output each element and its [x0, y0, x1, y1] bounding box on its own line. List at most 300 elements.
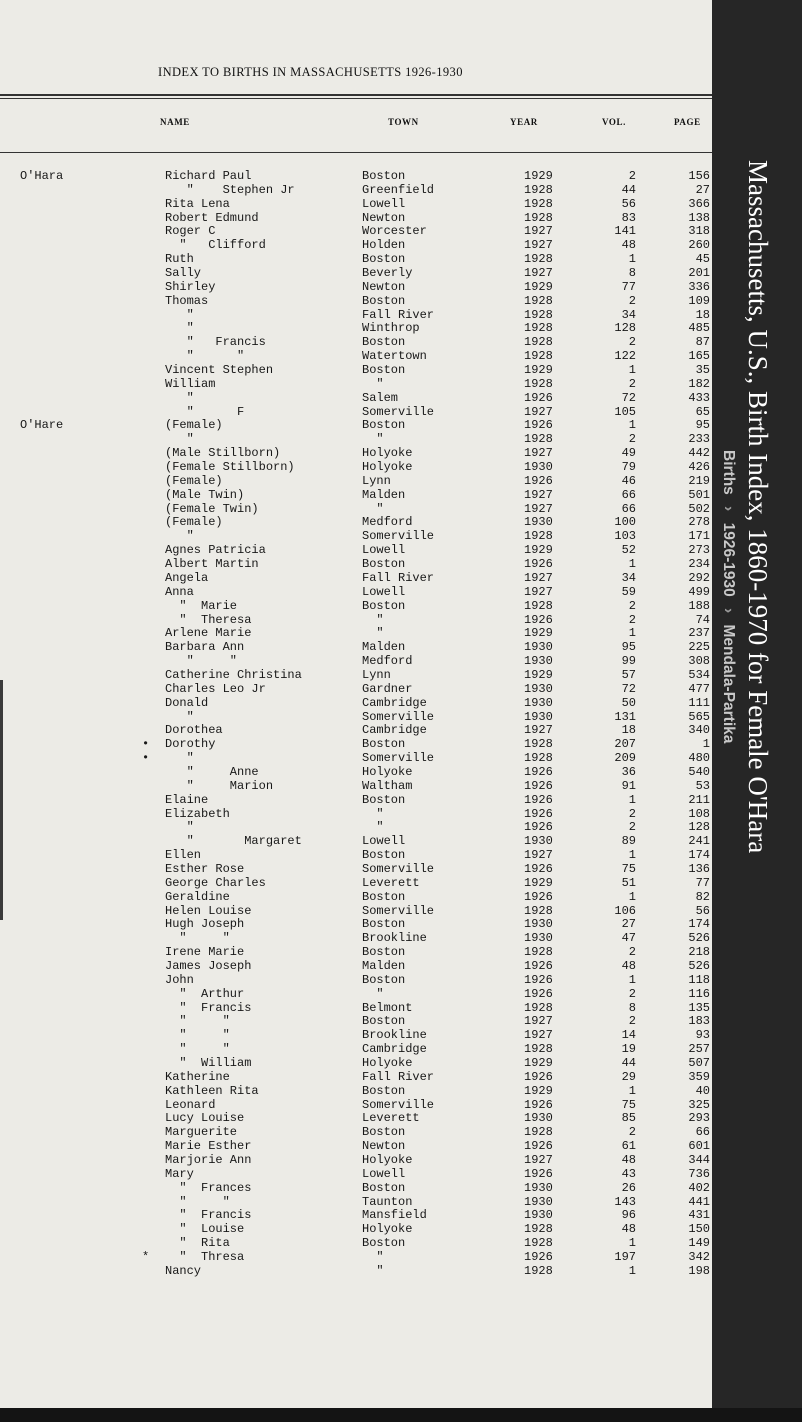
table-row — [0, 863, 712, 877]
page-cell: 234 — [688, 557, 710, 572]
name-cell: " — [165, 820, 194, 835]
page-cell: 18 — [695, 307, 710, 322]
breadcrumb-item-years[interactable]: 1926-1930 — [720, 522, 737, 597]
page-cell: 45 — [695, 252, 710, 267]
year-cell: 1929 — [524, 875, 553, 890]
annotation-mark: • — [142, 737, 150, 752]
volume-cell: 91 — [621, 778, 636, 793]
page-cell: 188 — [688, 598, 710, 613]
year-cell: 1928 — [524, 751, 553, 766]
page-cell: 336 — [688, 279, 710, 294]
town-cell: Medford — [362, 654, 413, 669]
town-cell: Waltham — [362, 778, 413, 793]
table-row — [0, 1112, 712, 1126]
year-cell: 1930 — [524, 834, 553, 849]
town-cell: Boston — [362, 293, 406, 308]
table-row — [0, 641, 712, 655]
name-cell: (Female) — [165, 418, 223, 433]
table-row — [0, 1182, 712, 1196]
name-cell: James Joseph — [165, 958, 252, 973]
record-title: Massachusetts, U.S., Birth Index, 1860-1970 for Female O'Hara — [743, 160, 773, 854]
table-row — [0, 974, 712, 988]
name-cell: Roger C — [165, 224, 216, 239]
page-cell: 109 — [688, 293, 710, 308]
viewer-bottom-edge — [0, 1408, 802, 1422]
town-cell: Boston — [362, 1180, 406, 1195]
name-cell: " Rita — [165, 1236, 230, 1251]
year-cell: 1930 — [524, 695, 553, 710]
name-cell: Donald — [165, 695, 209, 710]
volume-cell: 27 — [621, 917, 636, 932]
name-cell: Katherine — [165, 1069, 230, 1084]
name-cell: " F — [165, 404, 245, 419]
name-cell: Albert Martin — [165, 557, 259, 572]
year-cell: 1929 — [524, 169, 553, 183]
town-cell: Boston — [362, 1125, 406, 1140]
breadcrumb-separator-icon: › — [720, 608, 737, 614]
town-cell: Lowell — [362, 543, 406, 558]
name-cell: Ellen — [165, 848, 202, 863]
index-table — [0, 170, 712, 1279]
page-cell: 225 — [688, 640, 710, 655]
year-cell: 1929 — [524, 667, 553, 682]
year-cell: 1930 — [524, 515, 553, 530]
year-cell: 1927 — [524, 501, 553, 516]
page-cell: 499 — [688, 584, 710, 599]
town-cell: Belmont — [362, 1000, 413, 1015]
town-cell: Lowell — [362, 834, 406, 849]
table-row — [0, 1196, 712, 1210]
town-cell: " — [362, 986, 384, 1001]
table-row — [0, 530, 712, 544]
name-cell: " Marion — [165, 778, 274, 793]
year-cell: 1926 — [524, 889, 553, 904]
page-cell: 183 — [688, 1014, 710, 1029]
table-row — [0, 766, 712, 780]
table-row — [0, 392, 712, 406]
volume-cell: 1 — [628, 1083, 636, 1098]
volume-cell: 2 — [628, 432, 636, 447]
year-cell: 1929 — [524, 1056, 553, 1070]
page-cell: 344 — [688, 1153, 710, 1168]
annotation-mark: • — [142, 751, 150, 766]
name-cell: " Marie — [165, 598, 238, 613]
volume-cell: 75 — [621, 1097, 636, 1112]
town-cell: Beverly — [362, 266, 413, 281]
table-row — [0, 738, 712, 752]
page-cell: 198 — [688, 1263, 710, 1278]
volume-cell: 128 — [614, 321, 636, 336]
town-cell: Lowell — [362, 584, 406, 599]
page-cell: 150 — [688, 1222, 710, 1237]
year-cell: 1930 — [524, 1208, 553, 1223]
page-cell: 156 — [688, 169, 710, 183]
year-cell: 1928 — [524, 349, 553, 364]
surname-cell: O'Hare — [20, 418, 64, 433]
year-cell: 1927 — [524, 487, 553, 502]
name-cell: Leonard — [165, 1097, 216, 1112]
page-cell: 111 — [688, 695, 710, 710]
page-cell: 565 — [688, 709, 710, 724]
table-row — [0, 544, 712, 558]
table-row — [0, 572, 712, 586]
name-cell: William — [165, 376, 216, 391]
name-cell: " Francis — [165, 335, 266, 350]
table-row — [0, 225, 712, 239]
name-cell: Vincent Stephen — [165, 363, 274, 378]
town-cell: Medford — [362, 515, 413, 530]
name-cell: Marguerite — [165, 1125, 238, 1140]
year-cell: 1928 — [524, 196, 553, 211]
table-row — [0, 794, 712, 808]
surname-cell: O'Hara — [20, 169, 64, 183]
year-cell: 1926 — [524, 972, 553, 987]
page-cell: 540 — [688, 764, 710, 779]
page-cell: 507 — [688, 1056, 710, 1070]
table-row — [0, 1015, 712, 1029]
table-row — [0, 932, 712, 946]
name-cell: Catherine Christina — [165, 667, 302, 682]
breadcrumb — [719, 450, 737, 743]
table-row — [0, 170, 712, 184]
volume-cell: 34 — [621, 570, 636, 585]
table-row — [0, 1251, 712, 1265]
year-cell: 1928 — [524, 432, 553, 447]
year-cell: 1927 — [524, 238, 553, 253]
year-cell: 1927 — [524, 848, 553, 863]
volume-cell: 83 — [621, 210, 636, 225]
table-row — [0, 447, 712, 461]
column-header-vol: VOL. — [602, 117, 626, 127]
town-cell: Lowell — [362, 1166, 406, 1181]
table-row — [0, 322, 712, 336]
header-rule-double — [0, 98, 712, 99]
town-cell: Leverett — [362, 875, 420, 890]
breadcrumb-item-births[interactable]: Births — [720, 450, 737, 495]
year-cell: 1926 — [524, 958, 553, 973]
name-cell: " — [165, 307, 194, 322]
page-cell: 359 — [688, 1069, 710, 1084]
name-cell: " William — [165, 1056, 252, 1070]
name-cell: Marie Esther — [165, 1139, 252, 1154]
name-cell: Elizabeth — [165, 806, 230, 821]
page-cell: 325 — [688, 1097, 710, 1112]
town-cell: Boston — [362, 598, 406, 613]
page-cell: 431 — [688, 1208, 710, 1223]
town-cell: Boston — [362, 1236, 406, 1251]
year-cell: 1930 — [524, 931, 553, 946]
name-cell: (Female Twin) — [165, 501, 259, 516]
page-cell: 95 — [695, 418, 710, 433]
name-cell: " — [165, 321, 194, 336]
volume-cell: 26 — [621, 1180, 636, 1195]
table-row — [0, 558, 712, 572]
name-cell: Angela — [165, 570, 209, 585]
year-cell: 1928 — [524, 1042, 553, 1057]
town-cell: Boston — [362, 889, 406, 904]
name-cell: Hugh Joseph — [165, 917, 245, 932]
year-cell: 1930 — [524, 1111, 553, 1126]
volume-cell: 2 — [628, 986, 636, 1001]
volume-cell: 2 — [628, 820, 636, 835]
page-cell: 27 — [695, 182, 710, 197]
name-cell: Nancy — [165, 1263, 202, 1278]
name-cell: " " — [165, 654, 238, 669]
volume-cell: 48 — [621, 1222, 636, 1237]
volume-cell: 122 — [614, 349, 636, 364]
year-cell: 1927 — [524, 570, 553, 585]
name-cell: Helen Louise — [165, 903, 252, 918]
name-cell: " Stephen Jr — [165, 182, 295, 197]
table-row — [0, 239, 712, 253]
volume-cell: 1 — [628, 626, 636, 641]
year-cell: 1926 — [524, 986, 553, 1001]
column-header-page: PAGE — [674, 117, 701, 127]
year-cell: 1926 — [524, 557, 553, 572]
name-cell: " " — [165, 1014, 230, 1029]
volume-cell: 43 — [621, 1166, 636, 1181]
year-cell: 1928 — [524, 903, 553, 918]
town-cell: Holden — [362, 238, 406, 253]
town-cell: " — [362, 1250, 384, 1265]
volume-cell: 2 — [628, 335, 636, 350]
volume-cell: 1 — [628, 418, 636, 433]
year-cell: 1927 — [524, 404, 553, 419]
volume-cell: 95 — [621, 640, 636, 655]
year-cell: 1928 — [524, 210, 553, 225]
year-cell: 1927 — [524, 1014, 553, 1029]
year-cell: 1926 — [524, 418, 553, 433]
volume-cell: 8 — [628, 1000, 636, 1015]
table-row — [0, 461, 712, 475]
volume-cell: 66 — [621, 487, 636, 502]
volume-cell: 1 — [628, 889, 636, 904]
year-cell: 1926 — [524, 1097, 553, 1112]
town-cell: Malden — [362, 487, 406, 502]
volume-cell: 2 — [628, 293, 636, 308]
volume-cell: 46 — [621, 473, 636, 488]
town-cell: Boston — [362, 363, 406, 378]
table-row — [0, 1071, 712, 1085]
name-cell: Ruth — [165, 252, 194, 267]
town-cell: Malden — [362, 640, 406, 655]
volume-cell: 44 — [621, 182, 636, 197]
page-cell: 53 — [695, 778, 710, 793]
volume-cell: 1 — [628, 363, 636, 378]
town-cell: " — [362, 626, 384, 641]
page-cell: 128 — [688, 820, 710, 835]
volume-cell: 18 — [621, 723, 636, 738]
table-row — [0, 1099, 712, 1113]
volume-cell: 77 — [621, 279, 636, 294]
page-cell: 108 — [688, 806, 710, 821]
page-cell: 77 — [695, 875, 710, 890]
year-cell: 1928 — [524, 182, 553, 197]
volume-cell: 66 — [621, 501, 636, 516]
table-row — [0, 406, 712, 420]
year-cell: 1926 — [524, 473, 553, 488]
table-row — [0, 516, 712, 530]
page-cell: 534 — [688, 667, 710, 682]
volume-cell: 1 — [628, 557, 636, 572]
name-cell: Mary — [165, 1166, 194, 1181]
name-cell: Anna — [165, 584, 194, 599]
name-cell: George Charles — [165, 875, 266, 890]
page-cell: 433 — [688, 390, 710, 405]
town-cell: Boston — [362, 252, 406, 267]
name-cell: Lucy Louise — [165, 1111, 245, 1126]
page-cell: 74 — [695, 612, 710, 627]
name-cell: (Female) — [165, 473, 223, 488]
table-row — [0, 309, 712, 323]
column-header-year: YEAR — [510, 117, 538, 127]
volume-cell: 57 — [621, 667, 636, 682]
table-row — [0, 627, 712, 641]
page-cell: 526 — [688, 958, 710, 973]
table-row — [0, 489, 712, 503]
year-cell: 1928 — [524, 293, 553, 308]
town-cell: Somerville — [362, 903, 435, 918]
page-cell: 402 — [688, 1180, 710, 1195]
town-cell: Boston — [362, 1014, 406, 1029]
page-cell: 35 — [695, 363, 710, 378]
volume-cell: 49 — [621, 446, 636, 461]
name-cell: " " — [165, 349, 245, 364]
town-cell: " — [362, 806, 384, 821]
year-cell: 1928 — [524, 529, 553, 544]
volume-cell: 141 — [614, 224, 636, 239]
left-edge-tab — [0, 680, 3, 920]
page-cell: 171 — [688, 529, 710, 544]
year-cell: 1928 — [524, 1222, 553, 1237]
year-cell: 1927 — [524, 446, 553, 461]
volume-cell: 1 — [628, 1236, 636, 1251]
volume-cell: 48 — [621, 238, 636, 253]
table-row — [0, 295, 712, 309]
town-cell: Greenfield — [362, 182, 435, 197]
page-cell: 273 — [688, 543, 710, 558]
town-cell: Boston — [362, 737, 406, 752]
town-cell: Holyoke — [362, 1056, 413, 1070]
year-cell: 1929 — [524, 626, 553, 641]
year-cell: 1930 — [524, 1194, 553, 1209]
year-cell: 1926 — [524, 806, 553, 821]
volume-cell: 1 — [628, 252, 636, 267]
volume-cell: 1 — [628, 792, 636, 807]
name-cell: John — [165, 972, 194, 987]
year-cell: 1930 — [524, 654, 553, 669]
page-cell: 135 — [688, 1000, 710, 1015]
year-cell: 1930 — [524, 917, 553, 932]
town-cell: Cambridge — [362, 723, 427, 738]
table-row — [0, 475, 712, 489]
volume-cell: 2 — [628, 1014, 636, 1029]
name-cell: " — [165, 709, 194, 724]
town-cell: Boston — [362, 418, 406, 433]
volume-cell: 50 — [621, 695, 636, 710]
page-cell: 165 — [688, 349, 710, 364]
town-cell: Holyoke — [362, 446, 413, 461]
year-cell: 1928 — [524, 945, 553, 960]
volume-cell: 209 — [614, 751, 636, 766]
name-cell: " Frances — [165, 1180, 252, 1195]
name-cell: Sally — [165, 266, 202, 281]
table-row — [0, 253, 712, 267]
volume-cell: 75 — [621, 861, 636, 876]
town-cell: Somerville — [362, 709, 435, 724]
volume-cell: 99 — [621, 654, 636, 669]
year-cell: 1929 — [524, 543, 553, 558]
town-cell: Newton — [362, 1139, 406, 1154]
page-cell: 260 — [688, 238, 710, 253]
name-cell: Richard Paul — [165, 169, 252, 183]
volume-cell: 1 — [628, 1263, 636, 1278]
year-cell: 1930 — [524, 640, 553, 655]
table-row — [0, 821, 712, 835]
town-cell: Winthrop — [362, 321, 420, 336]
year-cell: 1928 — [524, 1263, 553, 1278]
town-cell: Boston — [362, 917, 406, 932]
town-cell: Boston — [362, 557, 406, 572]
table-row — [0, 1265, 712, 1279]
town-cell: Worcester — [362, 224, 427, 239]
town-cell: Newton — [362, 279, 406, 294]
name-cell: Esther Rose — [165, 861, 245, 876]
table-row — [0, 586, 712, 600]
year-cell: 1926 — [524, 1139, 553, 1154]
page-cell: 477 — [688, 681, 710, 696]
header-rule-bottom — [0, 152, 712, 153]
year-cell: 1927 — [524, 584, 553, 599]
year-cell: 1927 — [524, 266, 553, 281]
name-cell: Thomas — [165, 293, 209, 308]
page-cell: 340 — [688, 723, 710, 738]
name-cell: Rita Lena — [165, 196, 230, 211]
breadcrumb-separator-icon: › — [720, 506, 737, 512]
table-row — [0, 212, 712, 226]
town-cell: Boston — [362, 169, 406, 183]
name-cell: " " — [165, 1042, 230, 1057]
breadcrumb-item-volume[interactable]: Mendala-Partika — [720, 624, 737, 744]
volume-cell: 85 — [621, 1111, 636, 1126]
annotation-mark: * — [142, 1250, 150, 1265]
volume-cell: 1 — [628, 848, 636, 863]
table-row — [0, 503, 712, 517]
name-cell: Kathleen Rita — [165, 1083, 259, 1098]
header-rule-top — [0, 94, 712, 96]
table-row — [0, 433, 712, 447]
table-row — [0, 1002, 712, 1016]
volume-cell: 48 — [621, 958, 636, 973]
town-cell: Somerville — [362, 861, 435, 876]
page-cell: 174 — [688, 848, 710, 863]
page-cell: 278 — [688, 515, 710, 530]
page-cell: 149 — [688, 1236, 710, 1251]
town-cell: Holyoke — [362, 1222, 413, 1237]
year-cell: 1929 — [524, 363, 553, 378]
name-cell: " " — [165, 1028, 230, 1043]
year-cell: 1928 — [524, 598, 553, 613]
name-cell: " — [165, 529, 194, 544]
volume-cell: 2 — [628, 1125, 636, 1140]
volume-cell: 19 — [621, 1042, 636, 1057]
volume-cell: 103 — [614, 529, 636, 544]
town-cell: Somerville — [362, 1097, 435, 1112]
volume-cell: 105 — [614, 404, 636, 419]
volume-cell: 2 — [628, 612, 636, 627]
page-cell: 601 — [688, 1139, 710, 1154]
page-cell: 116 — [688, 986, 710, 1001]
